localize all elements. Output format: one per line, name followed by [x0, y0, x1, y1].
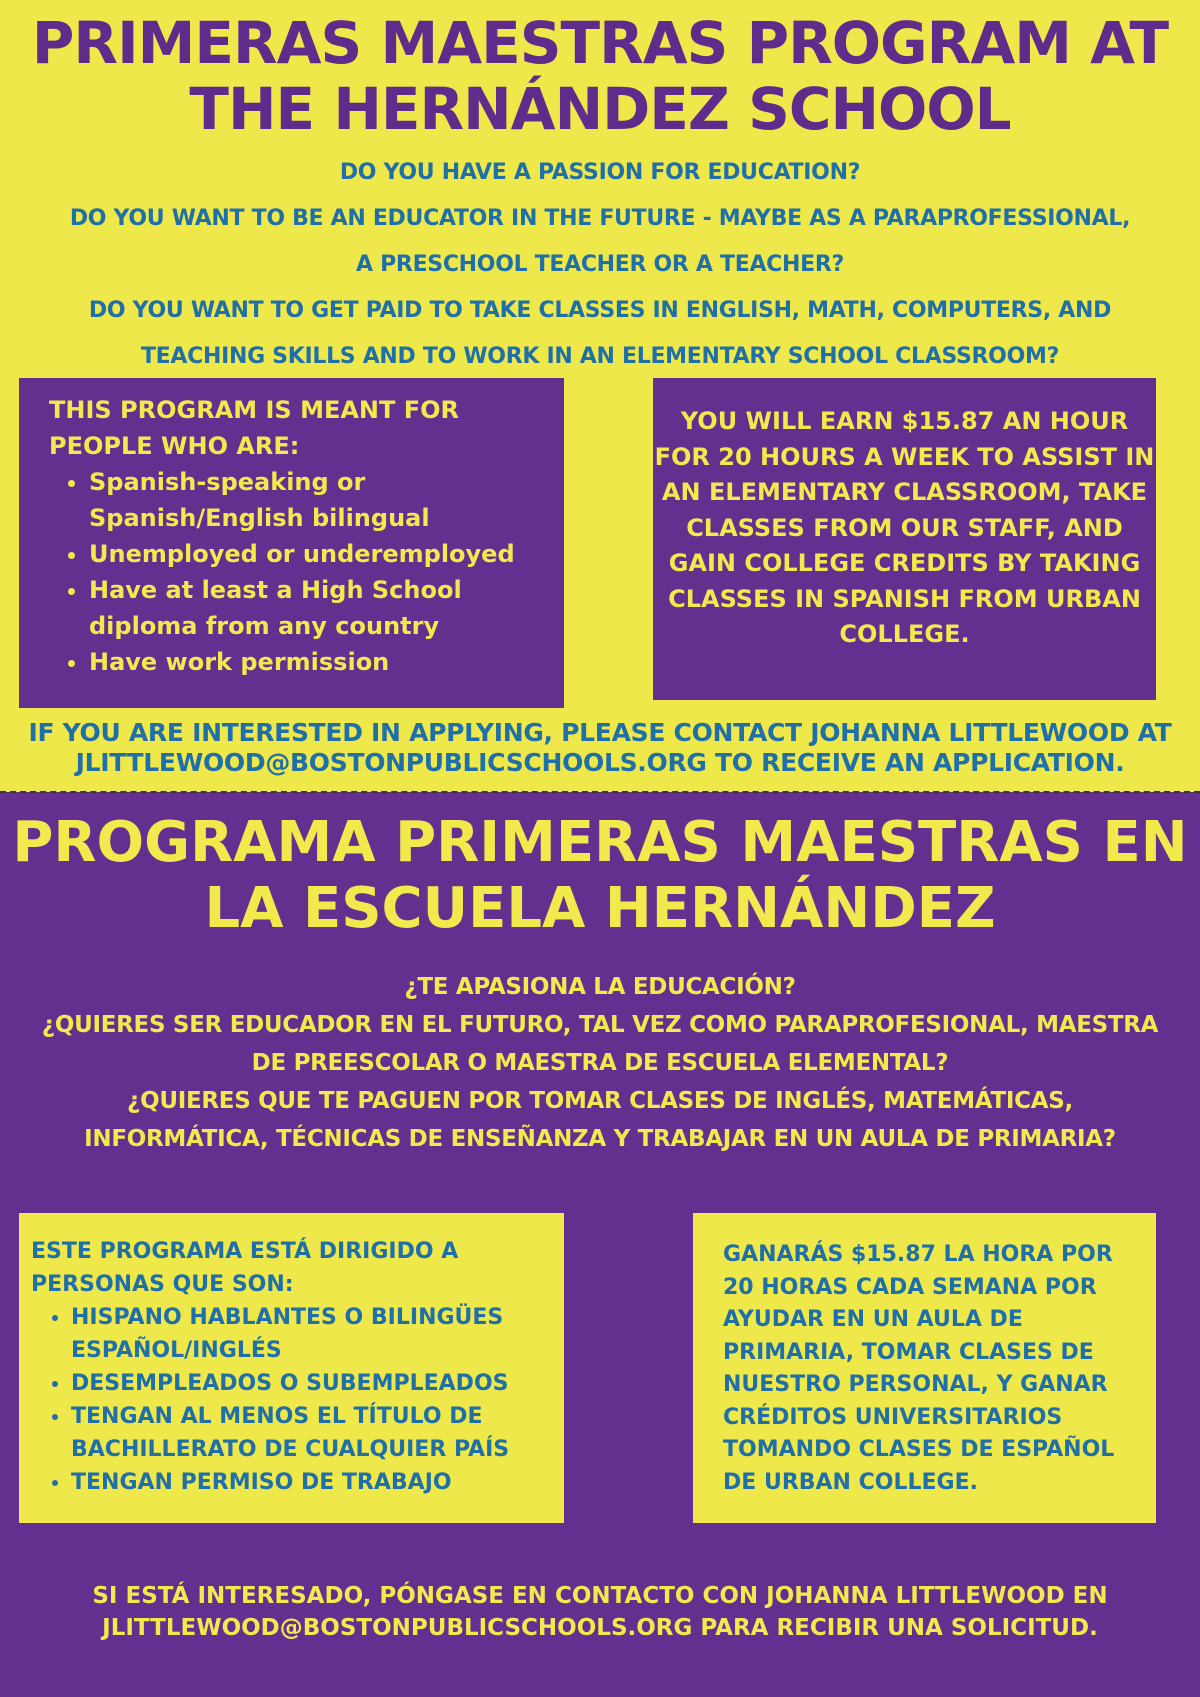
spanish-earnings-box [693, 1213, 1156, 1523]
question-line: DO YOU HAVE A PASSION FOR EDUCATION? [339, 160, 861, 185]
english-contact [0, 718, 1200, 778]
contact-line: SI ESTÁ INTERESADO, PÓNGASE EN CONTACTO CON JOHANNA LITTLEWOOD EN [92, 1583, 1108, 1609]
english-earnings-box [653, 378, 1156, 700]
english-eligibility-box [19, 378, 564, 708]
contact-email-line: JLITTLEWOOD@BOSTONPUBLICSCHOOLS.ORG PARA RECIBIR UNA SOLICITUD. [102, 1615, 1098, 1641]
list-item: • HISPANO HABLANTES O BILINGÜES ESPAÑOL/INGLÉS [71, 1301, 564, 1367]
spanish-questions [0, 968, 1200, 1158]
spanish-title-line-1: PROGRAMA PRIMERAS MAESTRAS EN [12, 810, 1188, 875]
eligibility-lead-line: PEOPLE WHO ARE: [49, 432, 300, 460]
english-questions [10, 150, 1190, 380]
list-item: • Have at least a High School diploma from any country [89, 572, 564, 644]
list-item: • TENGAN PERMISO DE TRABAJO [71, 1466, 564, 1499]
english-title [0, 10, 1200, 142]
question-line: DO YOU WANT TO GET PAID TO TAKE CLASSES IN ENGLISH, MATH, COMPUTERS, AND [88, 298, 1112, 323]
eligibility-lead [19, 378, 564, 464]
english-title-line-2: THE HERNÁNDEZ SCHOOL [189, 75, 1011, 143]
question-line: A PRESCHOOL TEACHER OR A TEACHER? [356, 252, 844, 277]
eligibility-list [19, 1301, 564, 1499]
question-line: DE PREESCOLAR O MAESTRA DE ESCUELA ELEMENTAL? [251, 1050, 949, 1076]
spanish-contact [0, 1580, 1200, 1644]
spanish-eligibility-box [19, 1213, 564, 1523]
eligibility-list [19, 464, 564, 680]
question-line: DO YOU WANT TO BE AN EDUCATOR IN THE FUTURE - MAYBE AS A PARAPROFESSIONAL, [69, 206, 1131, 231]
question-line: TEACHING SKILLS AND TO WORK IN AN ELEMENTARY SCHOOL CLASSROOM? [140, 344, 1060, 369]
list-item: • DESEMPLEADOS O SUBEMPLEADOS [71, 1367, 564, 1400]
question-line: ¿QUIERES QUE TE PAGUEN POR TOMAR CLASES DE INGLÉS, MATEMÁTICAS, [127, 1088, 1073, 1114]
spanish-title [0, 810, 1200, 942]
list-item: • Have work permission [89, 644, 564, 680]
question-line: INFORMÁTICA, TÉCNICAS DE ENSEÑANZA Y TRABAJAR EN UN AULA DE PRIMARIA? [84, 1126, 1116, 1152]
eligibility-lead [19, 1213, 564, 1301]
question-line: ¿QUIERES SER EDUCADOR EN EL FUTURO, TAL VEZ COMO PARAPROFESIONAL, MAESTRA [41, 1012, 1159, 1038]
eligibility-lead-line: PERSONAS QUE SON: [31, 1272, 294, 1297]
list-item: • Unemployed or underemployed [89, 536, 564, 572]
earnings-text: GANARÁS $15.87 LA HORA POR 20 HORAS CADA SEMANA POR AYUDAR EN UN AULA DE PRIMARIA, TOMAR CLASES DE NUESTRO PERSONAL, Y GANAR CRÉDITOS UNIVERSITARIOS TOMANDO CLASES DE ESPAÑOL DE URBAN COLLEGE. [723, 1242, 1115, 1495]
earnings-text: YOU WILL EARN $15.87 AN HOUR FOR 20 HOURS A WEEK TO ASSIST IN AN ELEMENTARY CLASSROOM, TAKE CLASSES FROM OUR STAFF, AND GAIN COLLEGE CREDITS BY TAKING CLASSES IN SPANISH FROM URBAN COLLEGE. [654, 407, 1155, 648]
contact-line: IF YOU ARE INTERESTED IN APPLYING, PLEASE CONTACT JOHANNA LITTLEWOOD AT [28, 718, 1172, 747]
english-title-line-1: PRIMERAS MAESTRAS PROGRAM AT [31, 9, 1169, 77]
list-item: • Spanish-speaking or Spanish/English bilingual [89, 464, 564, 536]
eligibility-lead-line: THIS PROGRAM IS MEANT FOR [49, 396, 460, 424]
eligibility-lead-line: ESTE PROGRAMA ESTÁ DIRIGIDO A [31, 1239, 459, 1264]
spanish-title-line-2: LA ESCUELA HERNÁNDEZ [204, 876, 996, 941]
dashed-divider [0, 791, 1200, 793]
contact-email-line: JLITTLEWOOD@BOSTONPUBLICSCHOOLS.ORG TO RECEIVE AN APPLICATION. [75, 748, 1125, 777]
question-line: ¿TE APASIONA LA EDUCACIÓN? [404, 974, 796, 1000]
list-item: • TENGAN AL MENOS EL TÍTULO DE BACHILLERATO DE CUALQUIER PAÍS [71, 1400, 564, 1466]
